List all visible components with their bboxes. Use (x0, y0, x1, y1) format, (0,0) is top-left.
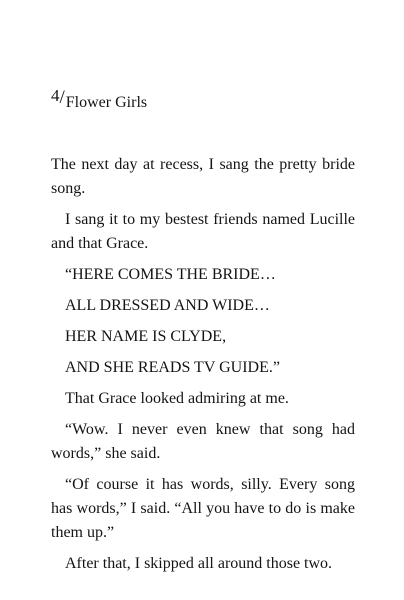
song-line-2: ALL DRESSED AND WIDE… (65, 297, 270, 314)
paragraph-4: “Wow. I never even knew that song had words,” she said. (51, 421, 355, 462)
paragraph-3: That Grace looked admiring at me. (65, 390, 289, 407)
chapter-slash: / (59, 87, 65, 108)
song-line-4: AND SHE READS TV GUIDE.” (65, 359, 280, 376)
body-text (51, 153, 355, 583)
paragraph-1: The next day at recess, I sang the pretty bride song. (51, 156, 355, 197)
song-line-1: “HERE COMES THE BRIDE… (65, 266, 276, 283)
chapter-title: Flower Girls (65, 94, 148, 111)
paragraph-5: “Of course it has words, silly. Every song has words,” I said. “All you have to do is make them up.” (51, 476, 355, 541)
paragraph-6: After that, I skipped all around those two. (65, 555, 333, 572)
paragraph-2: I sang it to my bestest friends named Lucille and that Grace. (51, 211, 355, 252)
song-line-3: HER NAME IS CLYDE, (65, 328, 227, 345)
chapter-heading (51, 87, 147, 111)
chapter-number: 4 (51, 86, 60, 105)
